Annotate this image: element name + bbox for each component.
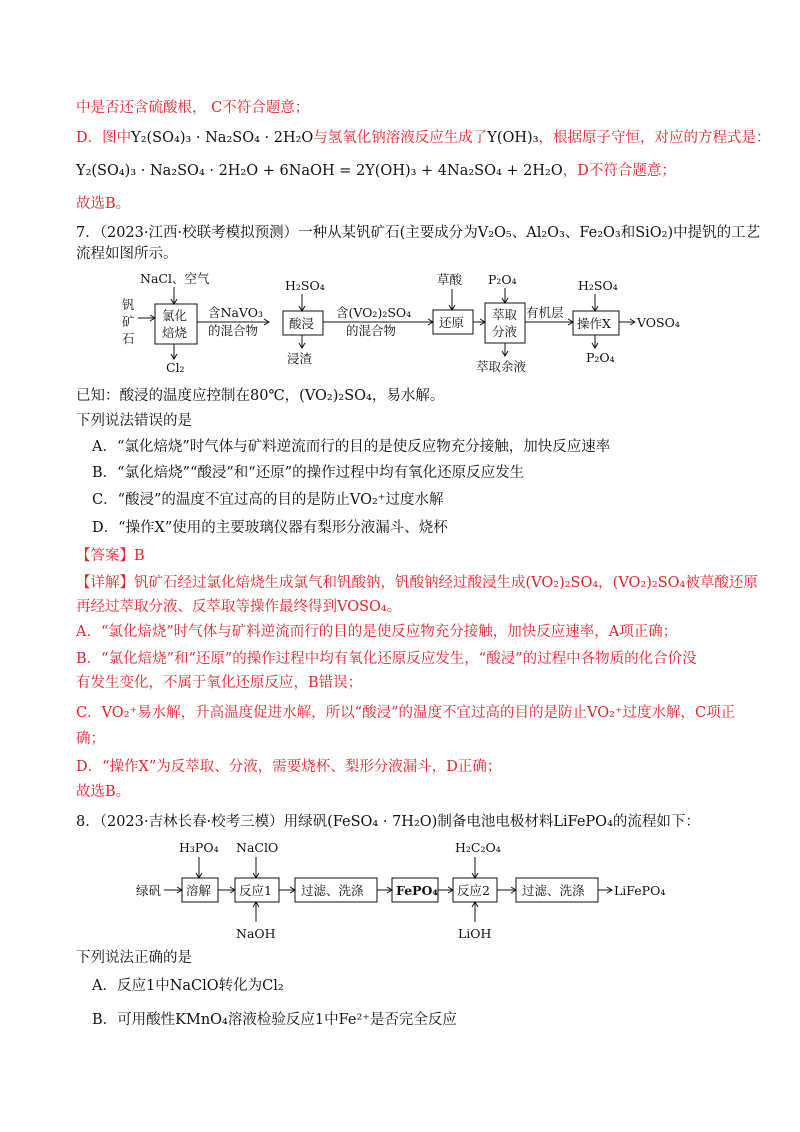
formula: Y₂(SO₄)₃ · Na₂SO₄ · 2H₂O: [131, 130, 314, 146]
explanation-a: A．“氯化焙烧”时气体与矿料逆流而行的目的是使反应物充分接触，加快反应速率，A项正确；: [76, 624, 678, 640]
flow-product: VOSO₄: [637, 315, 680, 330]
flow-mix2-2: 的混合物: [346, 323, 397, 338]
flow8-box-filter1-label: 过滤、洗涤: [301, 883, 364, 898]
flow8-box-filter2-label: 过滤、洗涤: [522, 883, 585, 898]
flow-cl2: Cl₂: [166, 360, 185, 375]
known-condition: 已知：酸浸的温度应控制在80℃，(VO₂)₂SO₄，易水解。: [76, 388, 445, 404]
flow-air-input: NaCl、空气: [140, 271, 210, 286]
flow8-naclo: NaClO: [236, 840, 279, 855]
text-segment: 的流程如下：: [612, 814, 700, 830]
text-line: 故选B。: [76, 196, 131, 212]
formula: LiFePO₄: [553, 814, 613, 830]
flow-ore-3: 石: [122, 331, 135, 346]
flow8-lioh: LiOH: [458, 926, 492, 941]
flow-organic-layer: 有机层: [526, 305, 564, 320]
question-7-stem: 7．（2023·江西·校联考模拟预测）一种从某钒矿石(主要成分为V₂O₅、Al₂O₃、Fe₂O₃和SiO₂)中提钒的工艺: [76, 225, 761, 241]
flow-raffinate: 萃取余液: [476, 359, 527, 374]
answer-label: 【答案】B: [76, 548, 145, 564]
flow-box-extraction-2: 分液: [492, 324, 518, 339]
flow8-end: LiFePO₄: [614, 883, 666, 898]
question-8-ask: 下列说法正确的是: [76, 950, 192, 966]
flow8-box-dissolve-label: 溶解: [186, 883, 212, 898]
flow-ore-2: 矿: [122, 314, 135, 329]
option-8a: A．反应1中NaClO转化为Cl₂: [92, 978, 284, 994]
flow-ore-1: 钒: [122, 297, 135, 312]
formula: FeSO₄ · 7H₂O: [332, 814, 432, 830]
option-b: B．“氯化焙烧”“酸浸”和“还原”的操作过程中均有氧化还原反应发生: [92, 465, 525, 481]
text-segment: 8．（2023·吉林长春·校考三模）用绿矾(: [76, 814, 333, 830]
flow8-h3po4: H₃PO₄: [179, 840, 219, 855]
text-line: 中是否还含硫酸根， C不符合题意；: [76, 100, 310, 116]
explanation-c-2: 确；: [76, 731, 105, 747]
explanation-tag: 【详解】: [76, 575, 134, 591]
explanation-line: 再经过萃取分液、反萃取等操作最终得到VOSO₄。: [76, 599, 402, 615]
flow-h2so4: H₂SO₄: [285, 278, 325, 293]
flow8-box-reaction1-label: 反应1: [239, 883, 272, 898]
option-8b: B．可用酸性KMnO₄溶液检验反应1中Fe²⁺是否完全反应: [92, 1012, 457, 1028]
explanation-c-1: C．VO₂⁺易水解，升高温度促进水解，所以“酸浸”的温度不宜过高的目的是防止VO₂⁺过度水解，C项正: [76, 705, 736, 721]
flow-h2so4-b: H₂SO₄: [578, 278, 618, 293]
question-7-ask: 下列说法错误的是: [76, 413, 192, 429]
explanation-d: D．“操作X”为反萃取、分液，需要烧杯、梨形分液漏斗，D正确；: [76, 759, 502, 775]
flow-mix1-2: 的混合物: [208, 323, 259, 338]
text-segment: ，D不符合题意；: [562, 163, 676, 179]
text-segment: 钒矿石经过氯化焙烧生成氯气和钒酸钠，钒酸钠经过酸浸生成(VO₂)₂SO₄，(VO₂)₂SO₄被草酸还原: [134, 575, 758, 591]
flow-residue: 浸渣: [287, 351, 313, 366]
flow-box-operation-x-label: 操作X: [577, 316, 611, 331]
flow8-naoh: NaOH: [236, 926, 276, 941]
flow-p2o4-out: P₂O₄: [586, 350, 615, 365]
flow-mix1-1: 含NaVO₃: [208, 305, 263, 320]
flow-box-chlorination-1: 氯化: [162, 308, 188, 323]
option-d: D．“操作X”使用的主要玻璃仪器有梨形分液漏斗、烧杯: [92, 520, 448, 536]
flow-box-acid-leach-label: 酸浸: [289, 316, 315, 331]
flow-box-reduction-label: 还原: [439, 315, 465, 330]
formula: Y(OH)₃: [487, 130, 539, 146]
flow-box-extraction-1: 萃取: [492, 307, 518, 322]
question-7-stem-2: 流程如图所示。: [76, 246, 178, 262]
text-segment: 与氢氧化钠溶液反应生成了: [313, 130, 488, 146]
flow8-box-reaction2-label: 反应2: [457, 883, 490, 898]
flow8-box-fepo4-label: FePO₄: [396, 883, 438, 898]
equation: Y₂(SO₄)₃ · Na₂SO₄ · 2H₂O + 6NaOH = 2Y(OH)₃ + 4Na₂SO₄ + 2H₂O: [76, 163, 563, 179]
text-segment: )制备电池电极材料: [431, 814, 554, 830]
flow8-start: 绿矾: [136, 883, 162, 898]
flow-oxalic: 草酸: [437, 272, 463, 287]
explanation-b-1: B．“氯化焙烧”和“还原”的操作过程中均有氧化还原反应发生，“酸浸”的过程中各物质的化合价没: [76, 651, 697, 667]
text-segment: ，根据原子守恒，对应的方程式是：: [538, 130, 771, 146]
explanation-b-2: 有发生变化，不属于氧化还原反应，B错误；: [76, 675, 363, 691]
option-c: C．“酸浸”的温度不宜过高的目的是防止VO₂⁺过度水解: [92, 492, 444, 508]
flow-box-chlorination-2: 焙烧: [162, 325, 188, 340]
explanation-end: 故选B。: [76, 784, 131, 800]
option-a: A．“氯化焙烧”时气体与矿料逆流而行的目的是使反应物充分接触，加快反应速率: [92, 439, 611, 455]
flow8-h2c2o4: H₂C₂O₄: [455, 840, 501, 855]
flow-mix2-1: 含(VO₂)₂SO₄: [336, 305, 412, 320]
flow-p2o4-in: P₂O₄: [488, 272, 517, 287]
text-segment: D．图中: [76, 130, 132, 146]
